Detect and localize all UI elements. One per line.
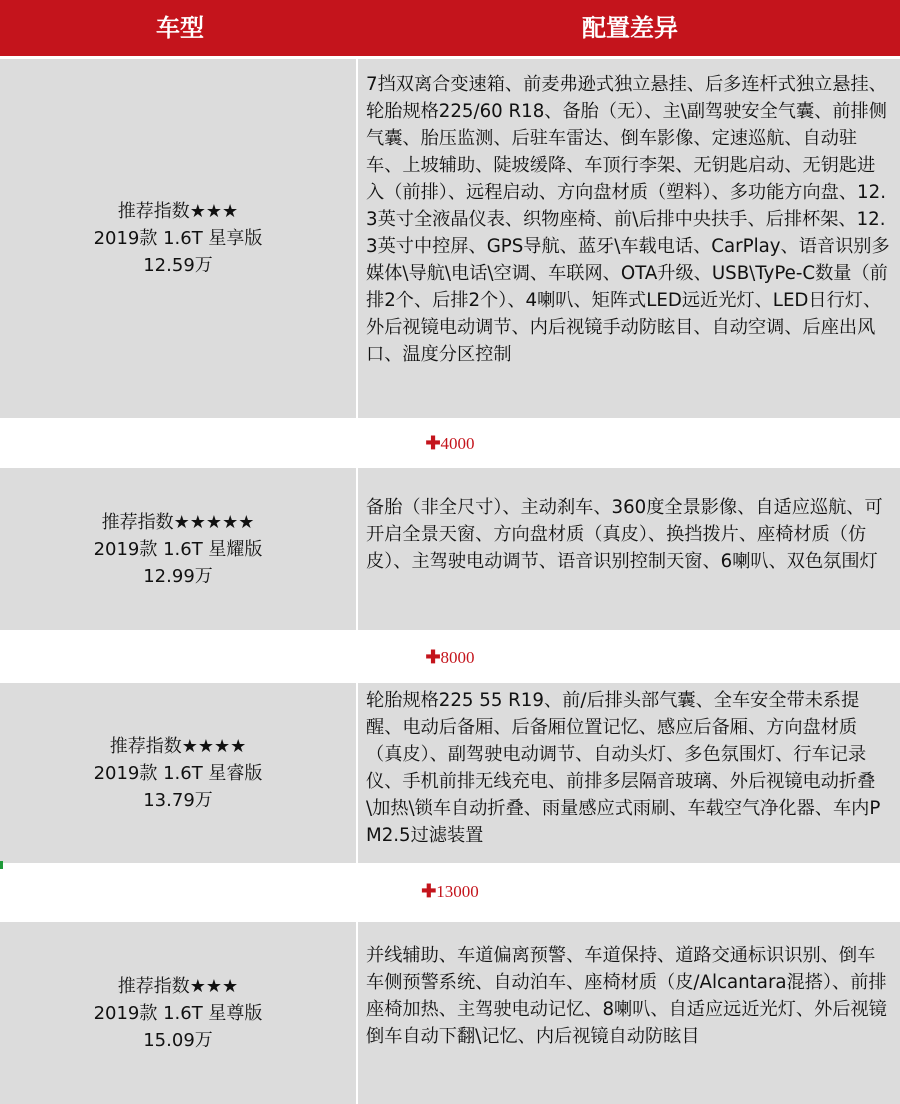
config-text: 备胎（非全尺寸）、主动刹车、360度全景影像、自适应巡航、可开启全景天窗、方向盘材质（真皮）、换挡拨片、座椅材质（仿皮）、主驾驶电动调节、语音识别控制天窗、6喇叭、双色氛围灯 (366, 497, 883, 572)
config-text: 轮胎规格225 55 R19、前/后排头部气囊、全车安全带未系提醒、电动后备厢、后备厢位置记忆、感应后备厢、方向盘材质（真皮）、副驾驶电动调节、自动头灯、多色氛围灯、行车记录仪、手机前排无线充电、前排多层隔音玻璃、外后视镜电动折叠\加热\锁车自动折叠、雨量感应式雨刷、车载空气净化器、车内PM2.5过滤装置 (366, 690, 881, 846)
model-cell (0, 59, 356, 418)
edge-marker (0, 861, 3, 869)
rating: 推荐指数★★★ (117, 975, 239, 997)
model-name: 2019款 1.6T 星享版 (93, 228, 263, 249)
table-row (0, 468, 900, 630)
header-config: 配置差异 (582, 14, 678, 42)
config-cell (358, 922, 900, 1104)
config-text: 并线辅助、车道偏离预警、车道保持、道路交通标识识别、倒车车侧预警系统、自动泊车、座椅材质（皮/Alcantara混搭）、前排座椅加热、主驾驶电动记忆、8喇叭、自适应远近光灯、外后视镜倒车自动下翻\记忆、内后视镜自动防眩目 (366, 945, 887, 1047)
price: 15.09万 (143, 1029, 213, 1051)
model-cell (0, 683, 356, 863)
config-cell (358, 59, 900, 418)
price-diff-3 (0, 881, 900, 902)
config-text: 7挡双离合变速箱、前麦弗逊式独立悬挂、后多连杆式独立悬挂、轮胎规格225/60 R18、备胎（无）、主\副驾驶安全气囊、前排侧气囊、胎压监测、后驻车雷达、倒车影像、定速巡航、自动驻车、上坡辅助、陡坡缓降、车顶行李架、无钥匙启动、无钥匙进入（前排）、远程启动、方向盘材质（塑料）、多功能方向盘、12.3英寸全液晶仪表、织物座椅、前\后排中央扶手、后排杯架、12.3英寸中控屏、GPS导航、蓝牙\车载电话、CarPlay、语音识别多媒体\导航\电话\空调、车联网、OTA升级、USB\TyPe-C数量（前排2个、后排2个）、4喇叭、矩阵式LED远近光灯、LED日行灯、外后视镜电动调节、内后视镜手动防眩目、自动空调、后座出风口、温度分区控制 (366, 74, 890, 365)
price: 12.99万 (143, 565, 213, 587)
plus-icon: ✚ (421, 881, 437, 901)
model-name: 2019款 1.6T 星尊版 (93, 1002, 263, 1024)
plus-icon: ✚ (425, 647, 441, 667)
model-cell (0, 922, 356, 1104)
price-diff-amount: 13000 (436, 882, 479, 901)
config-cell (358, 683, 900, 863)
price-diff-1 (0, 433, 900, 454)
price: 12.59万 (143, 255, 213, 276)
price: 13.79万 (143, 789, 213, 811)
table-row (0, 683, 900, 863)
price-diff-2 (0, 647, 900, 668)
rating: 推荐指数★★★★★ (101, 511, 255, 533)
table-row (0, 922, 900, 1104)
config-cell (358, 468, 900, 630)
model-name: 2019款 1.6T 星睿版 (93, 762, 263, 784)
model-name: 2019款 1.6T 星耀版 (93, 538, 263, 560)
header-model: 车型 (156, 14, 204, 42)
price-diff-amount: 4000 (440, 434, 475, 453)
table-header (0, 0, 900, 56)
plus-icon: ✚ (425, 433, 441, 453)
table-row (0, 59, 900, 418)
price-diff-amount: 8000 (440, 648, 475, 667)
rating: 推荐指数★★★★ (109, 735, 247, 757)
model-cell (0, 468, 356, 630)
rating: 推荐指数★★★ (117, 201, 239, 222)
